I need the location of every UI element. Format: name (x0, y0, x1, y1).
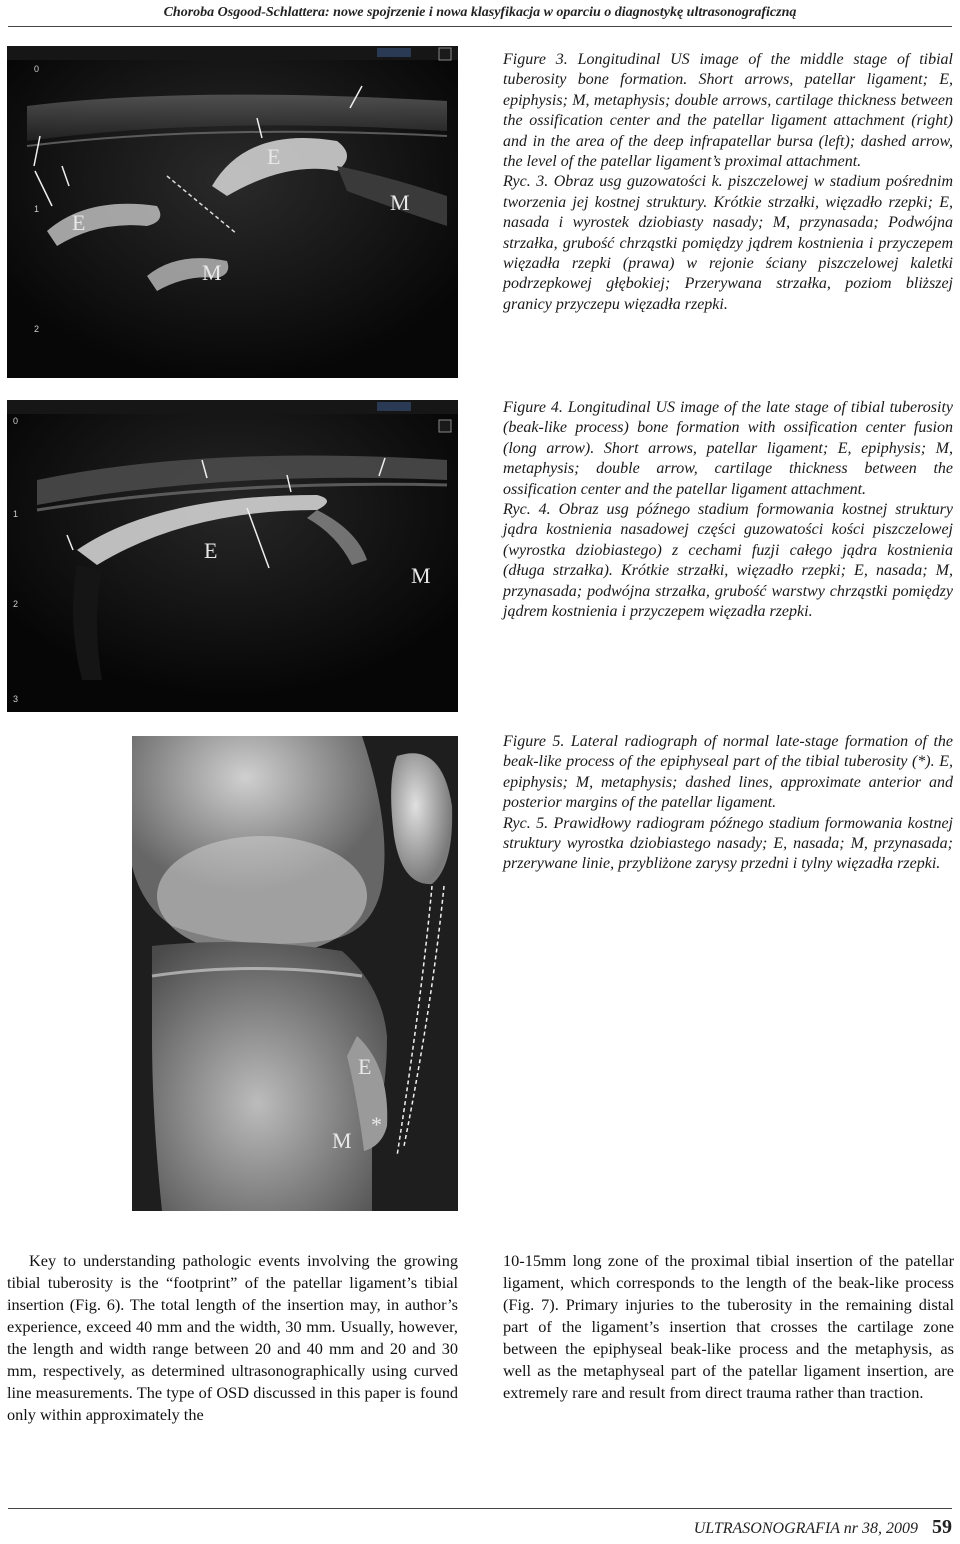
fig3-label-m-lower: M (202, 260, 222, 285)
figure-3-caption-en: Figure 3. Longitudinal US image of the middle stage of tibial tuberosity bone formation. Short arrows, patellar ligament; E, epiphysis; M, metaphysis; double arrows, cartilage thickness between the ossification center and the patellar ligament attachment (right) and in the area of the deep infrapatellar bursa (left); dashed arrow, the level of the patellar ligament’s proximal attachment. (503, 51, 953, 171)
fig3-label-m-right: M (390, 190, 410, 215)
figure-3-caption-pl: Ryc. 3. Obraz usg guzowatości k. piszczelowej w stadium pośrednim tworzenia jej kostnej struktury. Krótkie strzałki, więzadło rzepki; E, nasada i wyrostek dziobiasty nasady; M, przynasada; Podwójna strzałka, grubość chrząstki pomiędzy jądrem kostnienia i przyczepem więzadła rzepki (prawa) w rejonie ściany piszczelowej kaletki podrzepkowej głębokiej; Przerywana strzałka, poziom bliższej granicy przyczepu więzadła rzepki. (503, 173, 953, 313)
figure-3-caption (503, 50, 953, 315)
figure-5-caption (503, 732, 953, 875)
figure-5-caption-pl: Ryc. 5. Prawidłowy radiogram późnego stadium formowania kostnej struktury wyrostka dziobiastego nasady; E, nasada; M, przynasada; przerywane linie, przybliżone zarysy przedni i tylny więzadła rzepki. (503, 814, 953, 873)
body-right-column: 10-15mm long zone of the proximal tibial insertion of the patellar ligament, which corresponds to the length of the beak-like process (Fig. 7). Primary injuries to the tuberosity in the remaining distal part of the ligament’s insertion that crosses the cartilage zone between the epiphyseal beak-like process and the metaphysis, as well as the metaphyseal part of the patellar ligament insertion, are extremely rare and result from direct trauma rather than traction. (503, 1251, 954, 1402)
fig4-scale-2: 2 (13, 599, 19, 609)
figure-4-caption (503, 398, 953, 622)
figure-4-caption-en: Figure 4. Longitudinal US image of the late stage of tibial tuberosity (beak-like process) bone formation with ossification center fusion (long arrow). Short arrows, patellar ligament; E, epiphysis; M, metaphysis; double arrow, cartilage thickness between the ossification center and the patellar ligament attachment. (503, 399, 953, 498)
fig4-scale-1: 1 (13, 509, 19, 519)
figure-4-ultrasound (7, 400, 458, 712)
fig5-label-m: M (332, 1128, 352, 1153)
fig4-scale-0: 0 (13, 416, 19, 426)
running-header: Choroba Osgood-Schlattera: nowe spojrzenie i nowa klasyfikacja w oparciu o diagnostykę ultrasonograficzną (163, 5, 797, 20)
body-left-column: Key to understanding pathologic events involving the growing tibial tuberosity is the “footprint” of the patellar ligament’s tibial insertion (Fig. 6). The total length of the insertion may, in author’s experience, exceed 40 mm and the width, 30 mm. Usually, however, the length and width range between 20 and 40 mm and 20 and 30 mm, respectively, as determined ultrasonographically using curved line measurements. The type of OSD discussed in this paper is found only within approximately the (7, 1251, 458, 1424)
fig4-label-e: E (204, 538, 218, 563)
page-footer (694, 1512, 952, 1542)
fig5-label-e: E (358, 1054, 372, 1079)
fig3-scale-0: 0 (34, 64, 40, 74)
fig3-label-e-upper: E (267, 144, 281, 169)
footer-rule (8, 1508, 952, 1509)
fig3-label-e-lower: E (72, 210, 86, 235)
fig3-scale-1: 1 (34, 204, 40, 214)
figure-5-radiograph (132, 736, 458, 1211)
journal-name: ULTRASONOGRAFIA nr 38, 2009 (693, 1520, 918, 1537)
figure-3-ultrasound (7, 46, 458, 378)
figure-4-caption-pl: Ryc. 4. Obraz usg późnego stadium formowania kostnej struktury jądra kostnienia nasadowej części guzowatości kości piszczelowej (wyrostka dziobiastego) z cechami fuzji całego jądra kostnienia (długa strzałka). Krótkie strzałki, więzadło rzepki; E, nasada; M, przynasada; podwójna strzałka, grubość warstwy chrząstki pomiędzy jądrem kostnienia i przyczepem więzadła rzepki. (503, 501, 953, 621)
fig4-label-m: M (411, 563, 431, 588)
fig4-scale-3: 3 (13, 694, 19, 704)
page-number: 59 (932, 1516, 952, 1538)
header-rule (8, 26, 952, 27)
fig3-scale-2: 2 (34, 324, 40, 334)
figure-5-caption-en: Figure 5. Lateral radiograph of normal late-stage formation of the beak-like process of the epiphyseal part of the tibial tuberosity (*). E, epiphysis; M, metaphysis; dashed lines, approximate anterior and posterior margins of the patellar ligament. (503, 733, 953, 812)
fig5-label-asterisk: * (371, 1112, 382, 1137)
